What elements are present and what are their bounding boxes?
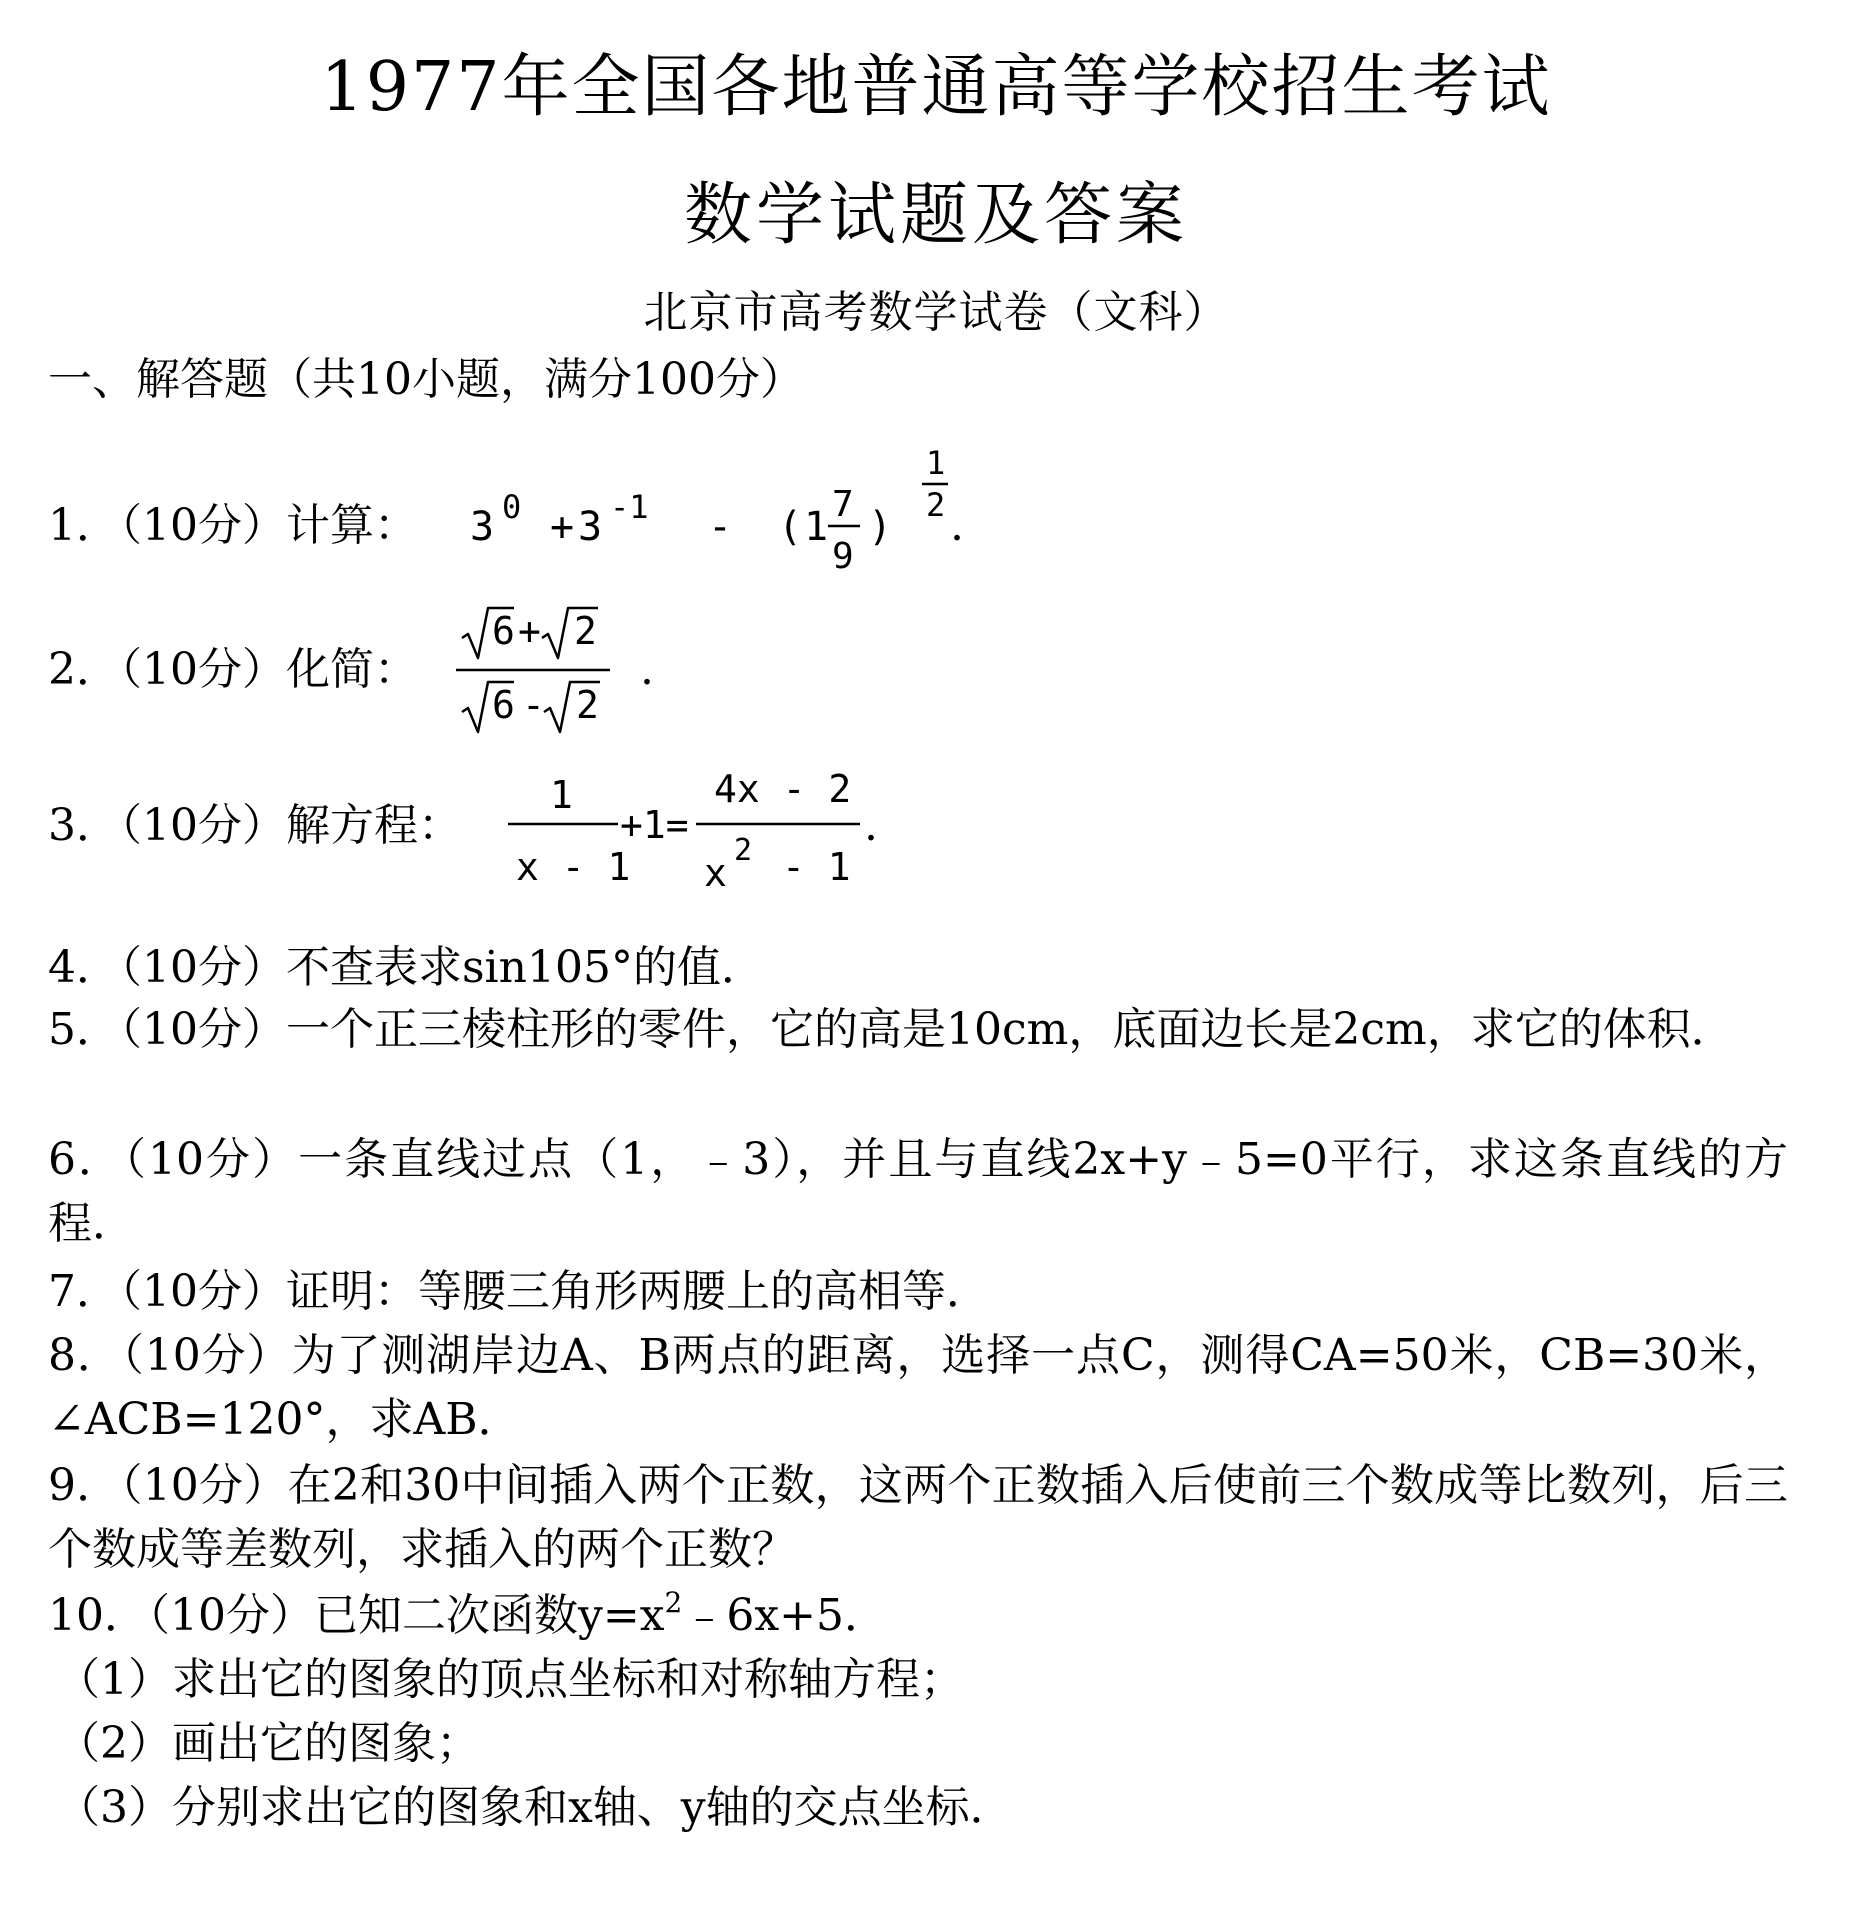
q1-power-numerator: 1 xyxy=(926,444,946,482)
q3-fraction-2-denominator-base: x xyxy=(704,851,727,895)
question-2-suffix: . xyxy=(640,644,654,695)
question-6: 6．（10分）一条直线过点（1，﹣3），并且与直线2x+y﹣5=0平行，求这条直线的方程． xyxy=(48,1134,1788,1249)
q2-bottom-radicand-1: 6 xyxy=(492,683,515,727)
q3-fraction-2-denominator-rest: - 1 xyxy=(782,845,851,889)
question-10-exponent: 2 xyxy=(664,1586,683,1619)
question-2-prefix: 2．（10分）化简： xyxy=(48,644,418,695)
q1-left-paren: ( xyxy=(778,504,803,550)
question-10-part-2: （2）画出它的图象； xyxy=(56,1718,480,1769)
question-9: 9．（10分）在2和30中间插入两个正数，这两个正数插入后使前三个数成等比数列，后三个数成等差数列，求插入的两个正数？ xyxy=(48,1460,1788,1575)
q1-base-1: 3 xyxy=(470,504,495,550)
q2-top-operator: + xyxy=(518,609,541,653)
q1-plus: + xyxy=(550,504,575,550)
q1-fraction-numerator: 7 xyxy=(832,484,854,525)
question-1-prefix: 1．（10分）计算： xyxy=(48,500,418,551)
section-heading: 一、解答题（共10小题，满分100分） xyxy=(48,354,804,405)
question-1-expression xyxy=(460,440,980,580)
page-title-line2: 数学试题及答案 xyxy=(683,176,1188,255)
question-10-part-1: （1）求出它的图象的顶点坐标和对称轴方程； xyxy=(56,1654,964,1705)
q2-top-radicand-2: 2 xyxy=(574,609,597,653)
question-3-suffix: . xyxy=(864,800,878,851)
q3-fraction-1-denominator: x - 1 xyxy=(516,845,631,889)
q2-bottom-operator: - xyxy=(522,683,545,727)
q2-top-radicand-1: 6 xyxy=(492,609,515,653)
question-3-expression xyxy=(506,762,886,902)
q3-fraction-1-numerator: 1 xyxy=(550,773,573,817)
question-7: 7．（10分）证明：等腰三角形两腰上的高相等． xyxy=(48,1266,990,1317)
q1-right-paren: ) xyxy=(868,504,893,550)
q1-fraction-denominator: 9 xyxy=(832,536,854,577)
question-3-prefix: 3．（10分）解方程： xyxy=(48,800,462,851)
q1-whole: 1 xyxy=(804,504,829,550)
q1-power-denominator: 2 xyxy=(926,486,946,524)
q1-exponent-2: -1 xyxy=(610,488,649,526)
question-8: 8．（10分）为了测湖岸边A、B两点的距离，选择一点C，测得CA=50米，CB=30米，∠ACB=120°，求AB． xyxy=(48,1330,1788,1445)
question-2-expression xyxy=(452,600,652,740)
q2-bottom-radicand-2: 2 xyxy=(576,683,599,727)
question-10-stem xyxy=(48,1588,888,1644)
q3-fraction-2-numerator: 4x - 2 xyxy=(714,767,852,811)
question-10-suffix: ﹣6x+5． xyxy=(682,1590,889,1641)
page-title: 1977年全国各地普通高等学校招生考试 xyxy=(320,48,1552,127)
q3-fraction-2-denominator-exponent: 2 xyxy=(734,833,753,868)
q3-middle: +1= xyxy=(620,803,689,847)
q1-minus: - xyxy=(708,504,733,550)
q1-exponent-1: 0 xyxy=(502,488,522,526)
question-1-suffix: . xyxy=(950,500,964,551)
question-10-part-3: （3）分别求出它的图象和x轴、y轴的交点坐标． xyxy=(56,1782,1014,1833)
exam-subtitle: 北京市高考数学试卷（文科） xyxy=(643,287,1229,338)
question-5: 5．（10分）一个正三棱柱形的零件，它的高是10cm，底面边长是2cm，求它的体积． xyxy=(48,1004,1735,1055)
question-4: 4．（10分）不查表求sin105°的值． xyxy=(48,942,765,993)
question-10-prefix: 10．（10分）已知二次函数y=x xyxy=(48,1590,665,1641)
q1-base-2: 3 xyxy=(578,504,603,550)
